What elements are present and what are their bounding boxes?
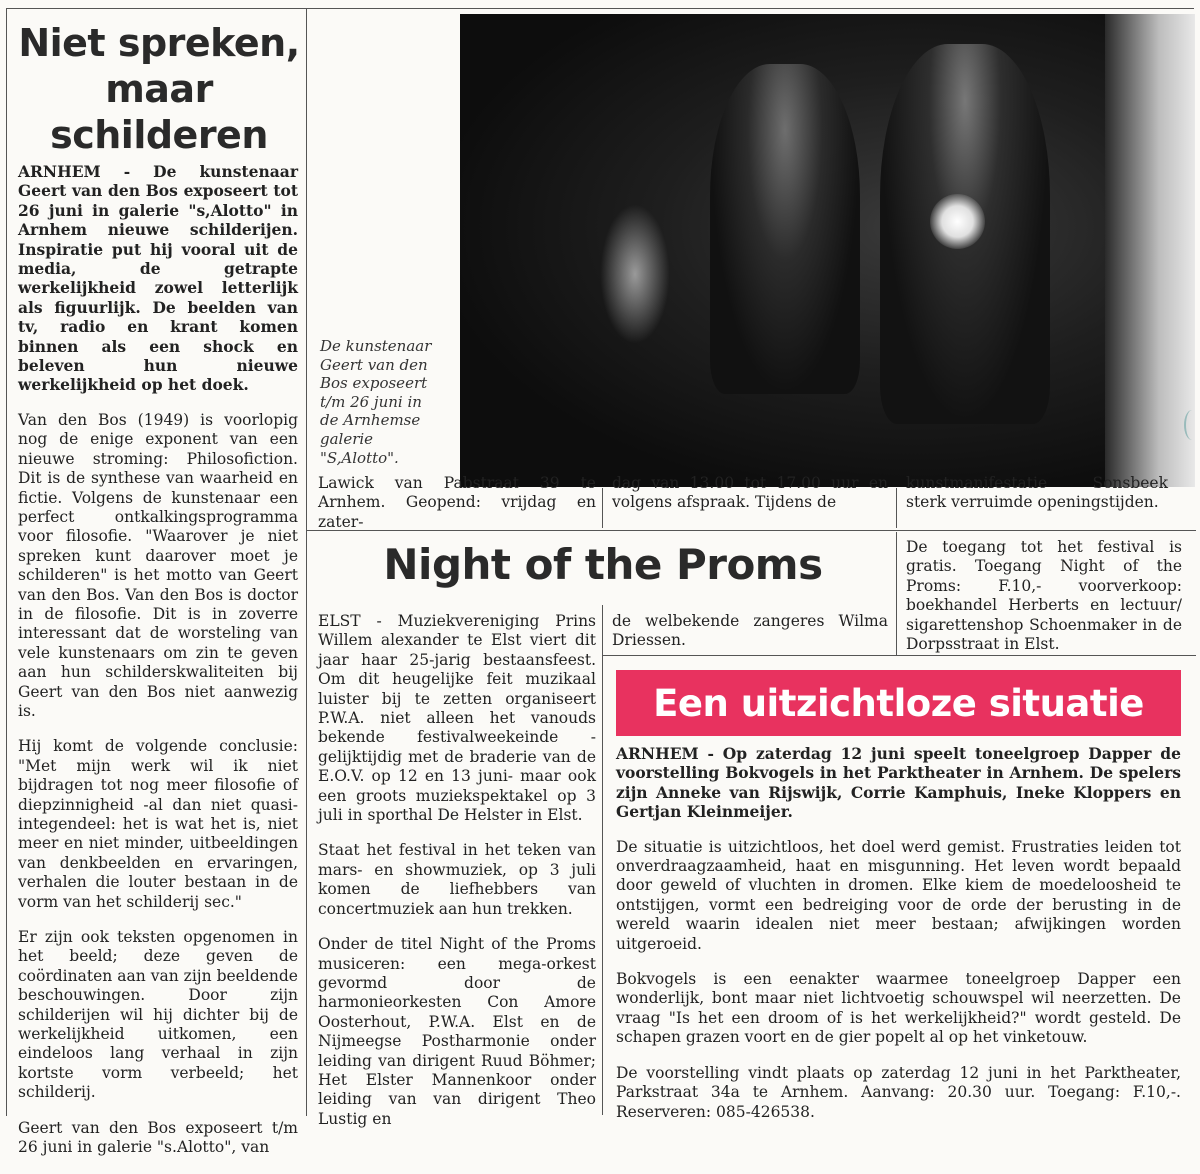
caption-line: galerie — [320, 429, 374, 448]
column-rule-1 — [306, 8, 307, 1116]
article2-column-1 — [318, 612, 596, 1145]
article1-paragraph: Hij komt de volgende conclusie: "Met mijn werk wil ik niet bijdragen tot nog meer filosofie of diepzinnigheid -al dan niet quasi- integendeel: het is wat het is, niet meer en niet minder, uitbeeldingen van denkbeelden en ervaringen, verhalen die louter bestaan in de vorm van het schilderij sec." — [18, 737, 298, 911]
photo-caption — [320, 337, 460, 467]
article2-column-3: De toegang tot het festival is gratis. Toegang Night of the Proms: F.10,- voorverkoop: boekhandel Herberts en lectuur/ sigarettenshop Schoenmaker in de Dorpsstraat in Elst. — [906, 538, 1182, 654]
photo-figure-shape — [600, 204, 670, 344]
article2-column-2: de welbekende zangeres Wilma Driessen. — [612, 612, 888, 650]
paper-mark — [1184, 410, 1200, 440]
article2-headline: Night of the Proms — [383, 540, 823, 589]
photo-wall-shape — [1105, 14, 1195, 487]
article1-intro: ARNHEM - De kunstenaar Geert van den Bos exposeert tot 26 juni in galerie "s,Alotto" in Arnhem nieuwe schilderijen. Inspiratie put hij vooral uit de media, de getrapte werkelijkheid zowel letterlijk als figuurlijk. De beelden van tv, radio en krant komen binnen als een shock en beleven hun nieuwe werkelijkheid op het doek. — [18, 162, 298, 395]
article3-headline: Een uitzichtloze situatie — [653, 681, 1144, 725]
article3-paragraph: Bokvogels is een eenakter waarmee toneelgroep Dapper een wonderlijk, bont maar niet lichtvoetig schouwspel wil neerzetten. De vraag "Is het een droom of is het werkelijkheid?" wordt gesteld. De schapen grazen voort en de gier popelt al op het vinketouw. — [616, 970, 1181, 1047]
photo-figure-shape — [710, 64, 860, 394]
caption-line: Geert van den — [320, 355, 428, 374]
article3-intro: ARNHEM - Op zaterdag 12 juni speelt toneelgroep Dapper de voorstelling Bokvogels in het Parktheater in Arnhem. De spelers zijn Anneke van Rijswijk, Corrie Kamphuis, Ineke Kloppers en Gertjan Kleinmeijer. — [616, 744, 1181, 822]
column-rule-3 — [896, 488, 897, 528]
section-rule-2 — [602, 655, 1196, 656]
article2-paragraph: Onder de titel Night of the Proms musiceren: een mega-orkest gevormd door de harmonieorkesten Con Amore Oosterhout, P.W.A. Elst en de Nijmeegse Postharmonie onder leiding van dirigent Ruud Böhmer; Het Elster Mannenkoor onder leiding van van dirigent Theo Lustig en — [318, 935, 596, 1128]
article1-paragraph: Van den Bos (1949) is voorlopig nog de enige exponent van een nieuwe stroming: Philosofiction. Dit is de synthese van waarheid en fictie. Volgens de kunstenaar een perfect ontkalkingsprogramma voor filosofie. "Waarover je niet spreken kunt daarover moet je schilderen" is het motto van Geert van den Bos. Van den Bos is doctor in de filosofie. Dit is in zoverre interessant dat de worsteling van vele kunstenaars om zin te geven aan hun schilderskwaliteiten bij Geert van den Bos niet aanwezig is. — [18, 410, 298, 720]
article1-continuation-1: Lawick van Pabstraat 39 te Arnhem. Geopend: vrijdag en zater- — [318, 474, 596, 531]
caption-line: Bos exposeert — [320, 374, 428, 393]
photo-light-shape — [930, 194, 985, 249]
caption-line: "S,Alotto". — [320, 448, 399, 467]
column-rule-4 — [602, 605, 603, 655]
caption-line: de Arnhemse — [320, 411, 421, 430]
column-rule-6 — [602, 655, 603, 1115]
headline-line-1: Niet spreken, — [18, 21, 300, 65]
article3-body — [616, 744, 1181, 1138]
article1-continuation-2: dag van 13.00 tot 17.00 uur en volgens afspraak. Tijdens de — [612, 474, 888, 512]
article1-paragraph: Geert van den Bos exposeert t/m 26 juni in galerie "s.Alotto", van — [18, 1118, 298, 1157]
article3-paragraph: De voorstelling vindt plaats op zaterdag 12 juni in het Parktheater, Parkstraat 34a te Arnhem. Aanvang: 20.30 uur. Toegang: F.10,-. Reserveren: 085-426538. — [616, 1063, 1181, 1121]
article1-headline — [18, 20, 300, 158]
artist-photo — [460, 14, 1195, 487]
caption-line: De kunstenaar — [320, 337, 432, 355]
article2-paragraph: ELST - Muziekvereniging Prins Willem alexander te Elst viert dit jaar haar 25-jarig bestaansfeest. Om dit heugelijke feit muzikaal luister bij te zetten organiseert P.W.A. niet alleen het vanouds bekende festivalweekeinde -gelijktijdig met de braderie van de E.O.V. op 12 en 13 juni- maar ook een groots muziekspektakel op 3 juli in sporthal De Helster in Elst. — [318, 612, 596, 825]
article3-banner — [616, 670, 1181, 736]
article2-paragraph: Staat het festival in het teken van mars- en showmuziek, op 3 juli komen de liefhebbers van concertmuziek aan hun trekken. — [318, 841, 596, 918]
top-border — [6, 8, 1194, 9]
article1-paragraph: Er zijn ook teksten opgenomen in het beeld; deze geven de coördinaten aan van zijn beeldende beschouwingen. Door zijn schilderijen wil hij dichter bij de werkelijkheid uitkomen, een eindeloos lang verhaal in zijn kortste vorm verbeeld; het schilderij. — [18, 928, 298, 1102]
left-border — [6, 8, 7, 1116]
column-rule-2 — [602, 488, 603, 528]
article3-paragraph: De situatie is uitzichtloos, het doel werd gemist. Frustraties leiden tot onverdraagzaamheid, haat en misgunning. Het leven wordt bepaald door geweld of vluchten in dromen. Elke kiem de moedeloosheid te ontstijgen, vormt een bedreiging voor de orde der berusting in de wereld waarin idealen niet meer bestaan; afwijkingen worden uitgeroeid. — [616, 837, 1181, 953]
column-rule-5 — [896, 532, 897, 655]
caption-line: t/m 26 juni in — [320, 392, 422, 411]
article1-continuation-3: kunstmanifestatie Sonsbeek sterk verruimde openingstijden. — [906, 474, 1168, 512]
article1-column — [18, 162, 298, 1174]
headline-line-2: maar schilderen — [50, 67, 268, 157]
